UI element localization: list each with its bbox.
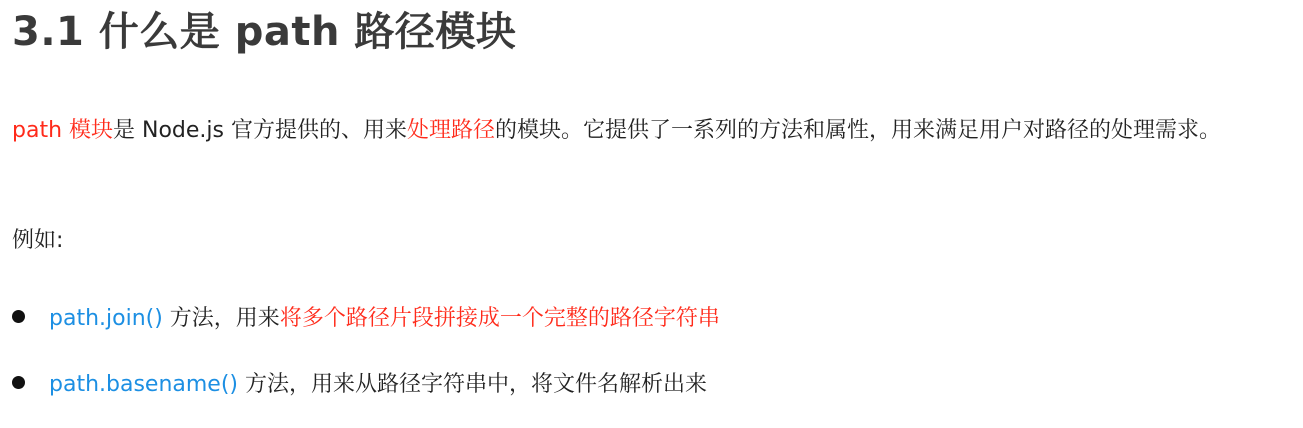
path-join-highlight: 将多个路径片段拼接成一个完整的路径字符串 <box>279 306 720 331</box>
list-item-path-join <box>12 296 720 362</box>
path-processing-highlight: 处理路径 <box>407 118 496 143</box>
bullet-dot-icon <box>12 310 25 323</box>
path-basename-method: path.basename() <box>49 372 239 397</box>
bullet-dot-icon <box>12 376 25 389</box>
path-join-description: 方法，用来 <box>162 306 280 331</box>
intro-paragraph <box>12 108 1297 154</box>
path-module-term: path 模块 <box>12 118 114 143</box>
path-basename-description: 方法，用来从路径字符串中，将文件名解析出来 <box>238 372 708 397</box>
method-list <box>12 296 720 428</box>
intro-text-2: 的模块。它提供了一系列的方法和属性，用来满足用户对路径的处理需求。 <box>495 118 1222 143</box>
list-item-path-basename <box>12 362 720 428</box>
example-label: 例如: <box>12 228 64 253</box>
intro-text-1: 是 Node.js 官方提供的、用来 <box>113 118 407 143</box>
path-join-method: path.join() <box>49 306 163 331</box>
section-title: 3.1 什么是 path 路径模块 <box>12 9 517 55</box>
